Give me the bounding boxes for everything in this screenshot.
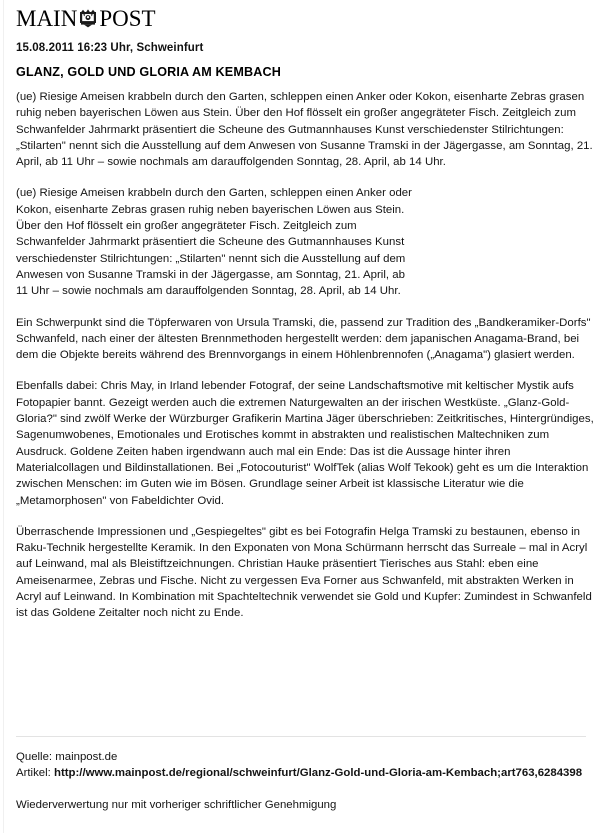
masthead	[16, 0, 586, 30]
rights-notice: Wiederverwertung nur mit vorheriger schriftlicher Genehmigung	[16, 798, 337, 811]
source-value: mainpost.de	[55, 751, 118, 763]
dateline: 15.08.2011 16:23 Uhr, Schweinfurt	[16, 42, 204, 54]
mainpost-logo[interactable]	[16, 7, 156, 30]
article-paragraph: Ein Schwerpunkt sind die Töpferwaren von Ursula Tramski, die, passend zur Tradition des „Bandkeramiker-Dorfs" Schwanfeld, nach einer der ältesten Brennmethoden hergestellt werden: dem japanischen Anagama-Brand, bei dem die Objekte bereits während des Brennvorgangs in einem Höhlenbrennofen („Anagama") glasiert werden.	[16, 316, 591, 362]
left-edge-rule	[3, 0, 4, 833]
article-footer	[16, 736, 586, 813]
logo-word-post: POST	[99, 6, 156, 31]
article-url-line	[16, 765, 586, 781]
coat-of-arms-crest-icon	[78, 8, 98, 29]
article-paragraph: (ue) Riesige Ameisen krabbeln durch den Garten, schleppen einen Anker oder Kokon, eisenharte Zebras grasen ruhig neben bayerischen Löwen aus Stein. Über den Hof flösselt ein großer angegräteter Fisch. Zeitgleich zum Schwanfelder Jahrmarkt präsentiert die Scheune des Gutmannhauses Kunst verschiedenster Stilrichtungen: „Stilarten" nennt sich die Ausstellung auf dem Anwesen von Susanne Tramski in der Jägergasse, am Sonntag, 21. April, ab 11 Uhr – sowie nochmals am darauffolgenden Sonntag, 28. April, ab 14 Uhr.	[16, 91, 593, 169]
article-paragraph: (ue) Riesige Ameisen krabbeln durch den Garten, schleppen einen Anker oder Kokon, eisenharte Zebras grasen ruhig neben bayerischen Löwen aus Stein. Über den Hof flösselt ein großer angegräteter Fisch. Zeitgleich zum Schwanfelder Jahrmarkt präsentiert die Scheune des Gutmannhauses Kunst verschiedenster Stilrichtungen: „Stilarten" nennt sich die Ausstellung auf dem Anwesen von Susanne Tramski in der Jägergasse, am Sonntag, 21. April, ab 11 Uhr – sowie nochmals am darauffolgenden Sonntag, 28. April, ab 14 Uhr.	[16, 187, 412, 298]
article-paragraph: Überraschende Impressionen und „Gespiegeltes" gibt es bei Fotografin Helga Tramski zu bestaunen, ebenso in Raku-Technik hergestellte Keramik. In den Exponaten von Mona Schürmann herrscht das Surreale – mal in Acryl auf Leinwand, mal als Bleistiftzeichnungen. Christian Hauke präsentiert Tierisches aus Stahl: eben eine Ameisenarmee, Zebras und Fische. Nicht zu vergessen Eva Forner aus Schwanfeld, mit abstrakten Werken in Acryl auf Leinwand. In Kombination mit Spachteltechnik verwendet sie Gold und Kupfer: Zumindest in Schwanfeld ist das Goldene Zeitalter noch nicht zu Ende.	[16, 525, 592, 620]
article-label: Artikel:	[16, 767, 51, 780]
article-paragraph: Ebenfalls dabei: Chris May, in Irland lebender Fotograf, der seine Landschaftsmotive mit keltischer Mystik aufs Fotopapier bannt. Gezeigt werden auch die extremen Naturgewalten an der irischen Westküste. „Glanz-Gold-Gloria?" sind zwölf Werke der Würzburger Grafikerin Martina Jäger überschrieben: Zeitkritisches, Hintergründiges, Sagenumwobenes, Emotionales und Erotisches kommt in abstrakten und realistischen Maltechniken zum Ausdruck. Goldene Zeiten haben irgendwann auch mal ein Ende: Das ist die Aussage hinter ihren Materialcollagen und Bildinstallationen. Bei „Fotocouturist" WolfTek (alias Wolf Tekook) geht es um die Interaktion zwischen Menschen: im Guten wie im Bösen. Grundlage seiner Arbeit ist klassische Literatur wie die „Metamorphosen" von Fabeldichter Ovid.	[16, 380, 594, 507]
article-url-link[interactable]: http://www.mainpost.de/regional/schweinfurt/Glanz-Gold-und-Gloria-am-Kembach;art763,6284398	[53, 767, 583, 780]
article-body	[16, 89, 594, 622]
footer-divider	[16, 736, 586, 737]
page-title: GLANZ, GOLD UND GLORIA AM KEMBACH	[16, 65, 281, 79]
source-label: Quelle:	[16, 751, 53, 763]
logo-word-main: MAIN	[16, 6, 78, 31]
source-line	[16, 749, 586, 765]
